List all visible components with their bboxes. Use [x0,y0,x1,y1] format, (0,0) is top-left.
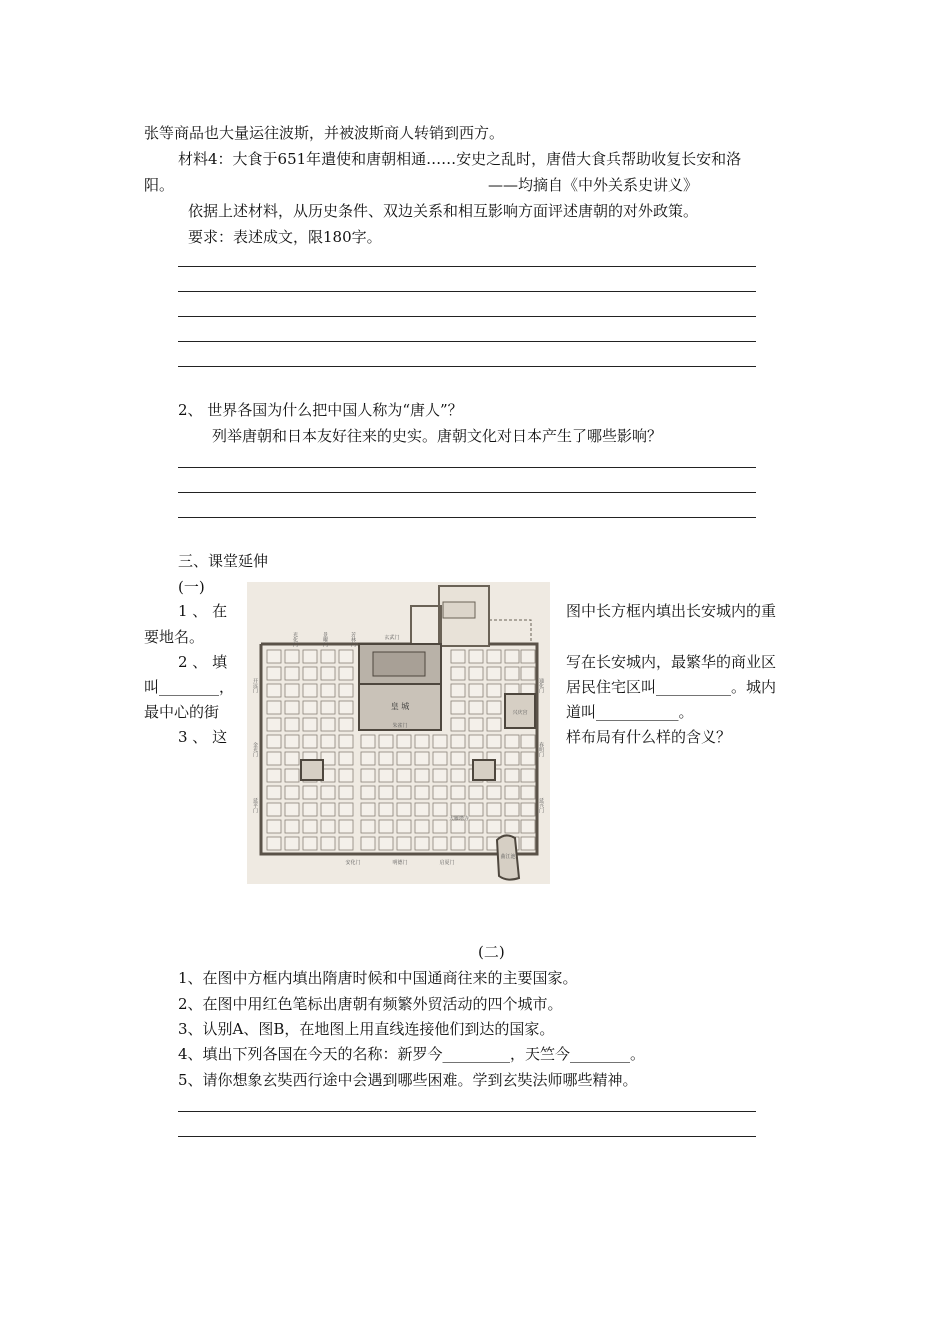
city-ward-block [267,650,281,663]
city-ward-block [397,786,411,799]
city-ward-block [433,820,447,833]
city-ward-block [379,735,393,748]
city-ward-block [267,684,281,697]
exercise-4[interactable]: 4、填出下列各国在今天的名称：新罗今_________，天竺今________。 [178,1045,646,1063]
city-ward-block [303,820,317,833]
map-label: 延平门 [252,798,258,813]
city-ward-block [487,667,501,680]
city-ward-block [433,803,447,816]
city-ward-block [267,718,281,731]
city-ward-block [397,803,411,816]
city-ward-block [339,769,353,782]
city-ward-block [521,735,535,748]
city-ward-block [361,752,375,765]
city-ward-block [285,786,299,799]
city-ward-block [303,650,317,663]
city-ward-block [521,786,535,799]
answer-line[interactable] [178,366,756,367]
city-ward-block [379,820,393,833]
city-ward-block [505,735,519,748]
map-label: 开远门 [252,678,258,693]
map-label: 芳林门 [350,632,356,647]
city-ward-block [451,837,465,850]
city-ward-block [379,803,393,816]
city-ward-block [433,786,447,799]
city-ward-block [397,735,411,748]
city-ward-block [415,837,429,850]
city-ward-block [285,837,299,850]
city-ward-block [505,667,519,680]
city-ward-block [285,701,299,714]
city-ward-block [321,718,335,731]
city-ward-block [321,803,335,816]
city-ward-block [415,769,429,782]
city-ward-block [451,718,465,731]
map-label: 启夏门 [439,860,455,866]
city-ward-block [267,820,281,833]
city-ward-block [321,735,335,748]
city-ward-block [397,837,411,850]
city-ward-block [487,701,501,714]
city-ward-block [321,667,335,680]
answer-line[interactable] [178,1136,756,1137]
city-ward-block [339,735,353,748]
city-ward-block [451,786,465,799]
city-ward-block [469,735,483,748]
city-ward-block [487,684,501,697]
city-ward-block [505,769,519,782]
city-ward-block [433,837,447,850]
map-label: 景曜门 [322,632,328,647]
item-2-start: 2 、 填 [178,653,228,671]
city-ward-block [361,803,375,816]
item-2-blank-2[interactable]: 居民住宅区叫__________。城内 [566,678,777,696]
city-ward-block [469,701,483,714]
city-ward-block [415,820,429,833]
city-ward-block [433,735,447,748]
city-ward-block [451,735,465,748]
material-4-line1: 材料4：大食于651年遣使和唐朝相通……安史之乱时，唐借大食兵帮助收复长安和洛 [178,150,742,168]
city-ward-block [505,786,519,799]
item-2-wrap: 最中心的街 [144,703,220,721]
city-ward-block [379,837,393,850]
city-ward-block [339,667,353,680]
city-ward-block [521,769,535,782]
city-ward-block [321,701,335,714]
city-ward-block [285,803,299,816]
city-ward-block [469,837,483,850]
text-line: 张等商品也大量运往波斯，并被波斯商人转销到西方。 [144,124,505,142]
city-ward-block [339,718,353,731]
city-ward-block [339,701,353,714]
city-ward-block [321,786,335,799]
city-ward-block [415,786,429,799]
city-ward-block [361,837,375,850]
city-ward-block [361,735,375,748]
exercise-5: 5、请你想象玄奘西行途中会遇到哪些困难。学到玄奘法师哪些精神。 [178,1071,638,1089]
city-ward-block [487,820,501,833]
city-ward-block [361,820,375,833]
city-ward-block [285,684,299,697]
city-ward-block [267,837,281,850]
map-label: 光化门 [292,632,298,647]
section-heading: 三、课堂延伸 [178,552,269,570]
subsection-2: (二) [478,943,505,961]
item-1-wrap: 要地名。 [144,628,205,646]
city-ward-block [339,803,353,816]
city-ward-block [469,650,483,663]
item-2-blank-3[interactable]: 道叫___________。 [566,703,694,721]
exercise-3: 3、认别A、图B，在地图上用直线连接他们到达的国家。 [178,1020,555,1038]
item-3-end: 样布局有什么样的含义？ [566,728,732,746]
city-ward-block [267,667,281,680]
city-ward-block [469,786,483,799]
city-ward-block [433,769,447,782]
city-ward-block [339,752,353,765]
city-ward-block [469,718,483,731]
task-prompt: 依据上述材料，从历史条件、双边关系和相互影响方面评述唐朝的对外政策。 [188,202,699,220]
question-2: 2、 世界各国为什么把中国人称为“唐人”？ [178,401,463,419]
city-ward-block [397,752,411,765]
city-ward-block [379,786,393,799]
city-ward-block [469,684,483,697]
city-ward-block [267,701,281,714]
city-ward-block [321,650,335,663]
city-ward-block [339,820,353,833]
subsection-1: (一) [178,578,205,596]
answer-line[interactable] [178,341,756,342]
city-ward-block [267,735,281,748]
city-ward-block [433,752,447,765]
city-ward-block [451,701,465,714]
answer-line[interactable] [178,467,756,468]
city-ward-block [505,820,519,833]
city-ward-block [267,786,281,799]
material-source: ——均摘自《中外关系史讲义》 [488,176,699,194]
city-ward-block [379,769,393,782]
city-ward-block [521,820,535,833]
map-label: 安化门 [345,860,361,866]
city-ward-block [487,803,501,816]
city-ward-block [397,769,411,782]
city-ward-block [451,752,465,765]
material-4-line2: 阳。 [144,176,175,194]
map-label: 玄武门 [384,635,400,641]
city-ward-block [285,650,299,663]
city-ward-block [469,667,483,680]
item-2-end: 写在长安城内，最繁华的商业区 [566,653,777,671]
city-ward-block [339,837,353,850]
city-ward-block [451,650,465,663]
city-ward-block [521,650,535,663]
city-ward-block [451,684,465,697]
city-ward-block [285,769,299,782]
city-ward-block [487,735,501,748]
item-3-start: 3 、 这 [178,728,228,746]
city-ward-block [303,701,317,714]
city-ward-block [321,837,335,850]
city-ward-block [451,667,465,680]
city-ward-block [285,752,299,765]
city-ward-block [487,718,501,731]
city-ward-block [321,684,335,697]
map-label: 金光门 [252,742,258,757]
map-label: 春明门 [538,742,544,757]
map-label: 明德门 [392,860,408,866]
map-label: 兴庆宫 [512,710,528,716]
item-2-blank-1[interactable]: 叫________， [144,678,235,696]
answer-line[interactable] [178,316,756,317]
changan-city-map [247,582,550,884]
city-ward-block [397,820,411,833]
city-ward-block [339,684,353,697]
answer-line[interactable] [178,517,756,518]
city-ward-block [361,769,375,782]
city-ward-block [415,752,429,765]
city-ward-block [303,803,317,816]
question-2-sub: 列举唐朝和日本友好往来的史实。唐朝文化对日本产生了哪些影响？ [212,427,663,445]
city-ward-block [469,803,483,816]
answer-line[interactable] [178,291,756,292]
answer-line[interactable] [178,266,756,267]
answer-line[interactable] [178,1111,756,1112]
item-1-end: 图中长方框内填出长安城内的重 [566,602,777,620]
city-ward-block [521,837,535,850]
city-ward-block [505,752,519,765]
city-ward-block [303,735,317,748]
city-ward-block [321,820,335,833]
city-ward-block [339,786,353,799]
city-ward-block [285,820,299,833]
city-ward-block [521,667,535,680]
city-ward-block [285,718,299,731]
task-requirement: 要求：表述成文，限180字。 [188,228,382,246]
city-ward-block [505,650,519,663]
city-ward-block [267,803,281,816]
map-label: 通化门 [538,678,544,693]
city-ward-block [303,837,317,850]
city-ward-block [451,769,465,782]
city-ward-block [469,820,483,833]
city-ward-block [487,650,501,663]
city-ward-block [361,786,375,799]
exercise-2: 2、在图中用红色笔标出唐朝有频繁外贸活动的四个城市。 [178,995,563,1013]
item-1-start: 1 、 在 [178,602,228,620]
map-label: 大雁塔寺 [448,816,470,822]
city-ward-block [379,752,393,765]
city-ward-block [505,803,519,816]
city-ward-block [303,786,317,799]
city-ward-block [303,667,317,680]
city-ward-block [451,803,465,816]
city-ward-block [285,667,299,680]
answer-line[interactable] [178,492,756,493]
map-label: 曲江池 [500,854,516,860]
city-ward-block [303,718,317,731]
exercise-1: 1、在图中方框内填出隋唐时候和中国通商往来的主要国家。 [178,969,578,987]
city-ward-block [521,752,535,765]
city-ward-block [285,735,299,748]
map-label-imperial-city: 皇 城 [390,702,410,711]
city-ward-block [339,650,353,663]
city-ward-block [267,752,281,765]
city-ward-block [267,769,281,782]
city-ward-block [415,735,429,748]
city-ward-block [521,803,535,816]
map-label: 延兴门 [538,798,544,813]
map-label: 朱雀门 [392,723,408,729]
city-ward-block [415,803,429,816]
city-ward-block [487,786,501,799]
city-ward-block [303,684,317,697]
